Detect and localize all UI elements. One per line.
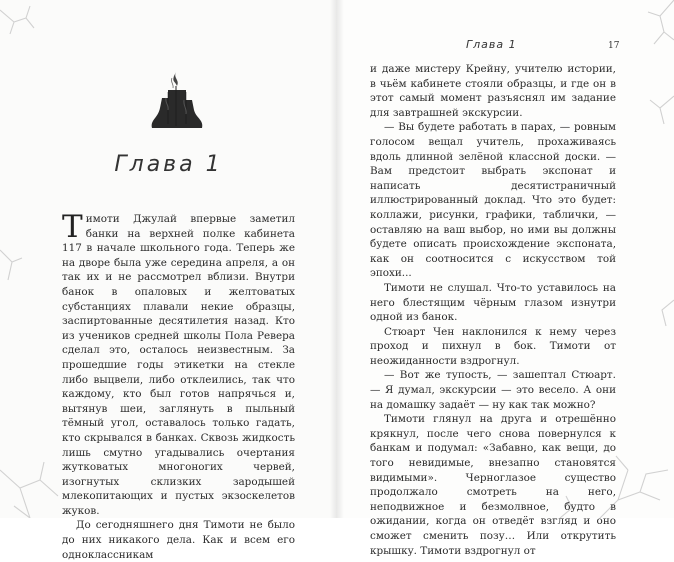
paragraph: — Вот же тупость, — зашептал Стюарт. — Я думал, экскурсии — это весело. А они на домашку задаёт — ну как так можно? xyxy=(370,369,616,411)
left-page-text xyxy=(62,209,295,562)
running-head: Глава 1 xyxy=(466,38,517,51)
paragraph: и даже мистеру Крейну, учителю истории, в чьём кабинете стояли образцы, и где он в этот самый момент разъяснял им задание для завтрашней экскурсии. xyxy=(370,63,616,119)
paragraph-text: имоти Джулай впервые заметил банки на верхней полке кабинета 117 в начале школьного года. Теперь же на дворе была уже середина апреля, а он так их и не рассмотрел вблизи. Внутри банок в опаловых и желтоватых субстанциях плавали некие образцы, заспиртованные десятилетия назад. Кто из учеников средней школы Пола Ревера сделал это, осталось неизвестным. За прошедшие годы этикетки на стекле либо выцвели, либо отклеились, так что каждому, кто был готов напрячься и, вытянув шеи, заглянуть в пыльный тёмный угол, оставалось только гадать, кто скрывался в банках. Сквозь жидкость лишь смутно угадывались очертания жутковатых многоногих червей, изогнутых склизких зародышей млекопитающих и пустых экзоскелетов жуков. xyxy=(62,213,295,517)
paragraph: Тимоти глянул на друга и отрешённо крякнул, после чего снова повернулся к банкам и подумал: «Забавно, как вещи, до того невидимые, внезапно становятся видимыми». Черноглазое существо продолжало смотреть на него, неподвижное и безмолвное, будто в ожидании, когда он отведёт взгляд и оно сможет сменить позу… Или открутить крышку. Тимоти вздрогнул от xyxy=(370,413,616,557)
right-page-text xyxy=(370,62,616,558)
drop-cap: Т xyxy=(62,209,83,245)
paragraph: — Вы будете работать в парах, — ровным голосом вещал учитель, прохаживаясь вдоль длинной зелёной классной доски. — Вам предстоит выбрать экспонат и написать десятистраничный иллюстрированный доклад. Что это будет: коллажи, рисунки, графики, таблички, — оставляю на ваш выбор, но ими вы должны будете описать происхождение экспоната, как он соотносится с искусством той эпохи... xyxy=(370,121,616,280)
paragraph: До сегодняшнего дня Тимоти не было до них никакого дела. Как и всем его одноклассникам xyxy=(62,519,295,561)
page-number: 17 xyxy=(608,41,620,51)
paragraph: Тимоти не слушал. Что-то уставилось на него блестящим чёрным глазом изнутри одной из банок. xyxy=(370,281,616,324)
chapter-title: Глава 1 xyxy=(114,152,223,177)
candle-icon xyxy=(146,70,208,134)
paragraph: Стюарт Чен наклонился к нему через проход и пихнул в бок. Тимоти от неожиданности вздрогнул. xyxy=(370,325,616,367)
opening-paragraph xyxy=(62,209,295,518)
